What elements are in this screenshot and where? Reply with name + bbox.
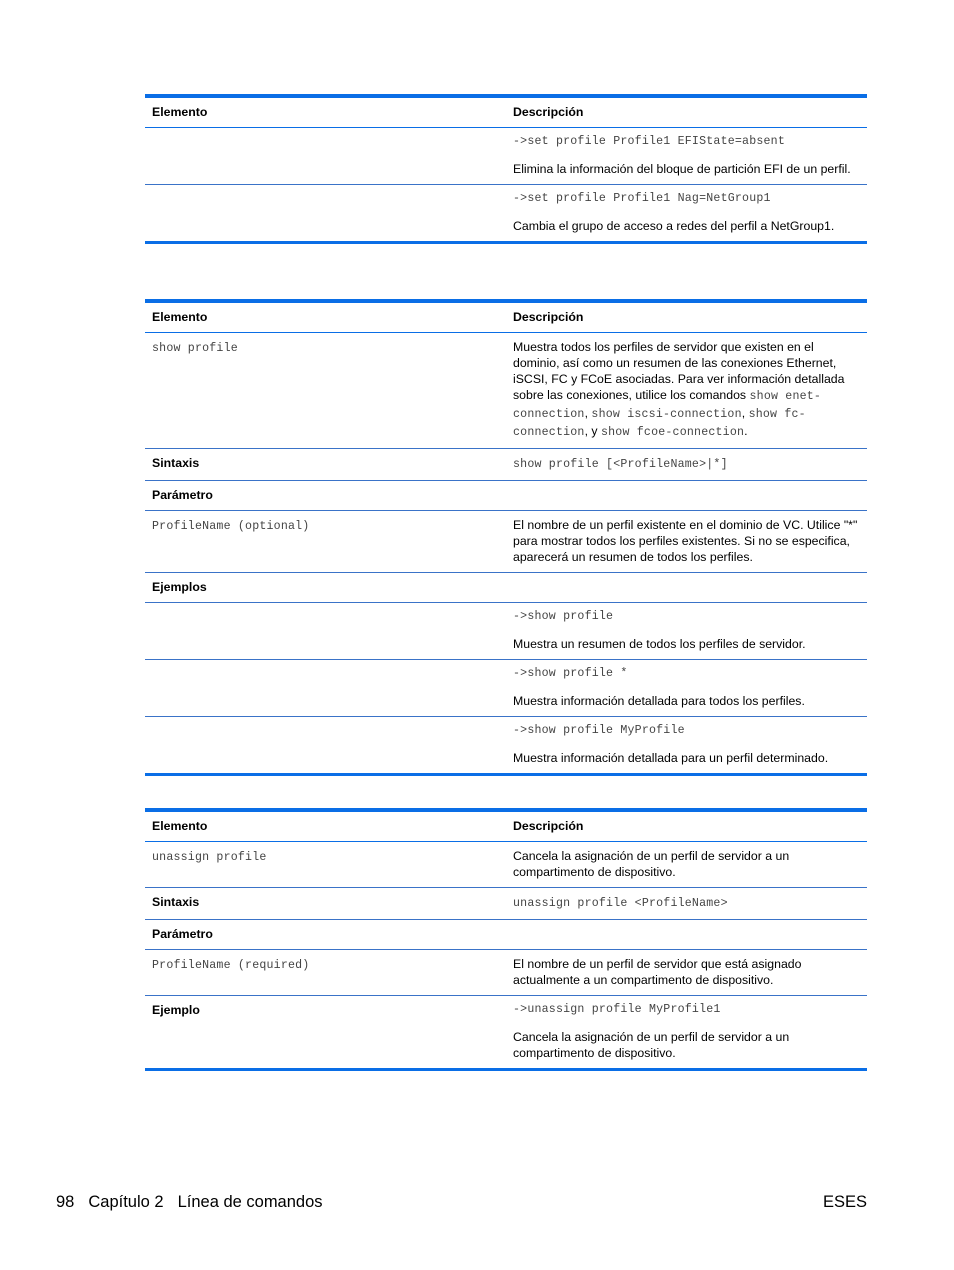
example-code: ->unassign profile MyProfile1 bbox=[513, 1003, 721, 1016]
separator: , bbox=[741, 406, 749, 420]
header-elemento: Elemento bbox=[145, 96, 506, 128]
command-cell bbox=[145, 333, 506, 449]
period: . bbox=[744, 424, 748, 438]
syntax-cell bbox=[506, 888, 867, 920]
parameter-name: ProfileName (optional) bbox=[152, 520, 310, 533]
example-code: ->set profile Profile1 Nag=NetGroup1 bbox=[513, 192, 771, 205]
header-elemento: Elemento bbox=[145, 810, 506, 842]
example-code: ->show profile * bbox=[513, 667, 628, 680]
command-name: unassign profile bbox=[152, 851, 267, 864]
example-text: Muestra información detallada para un perfil determinado. bbox=[513, 751, 829, 765]
element-cell bbox=[145, 660, 506, 717]
table-row bbox=[145, 511, 867, 573]
inline-code: show fcoe-connection bbox=[600, 426, 745, 439]
inline-code: show fc-connection bbox=[513, 408, 806, 439]
element-cell bbox=[145, 185, 506, 243]
table-header bbox=[145, 96, 867, 128]
header-descripcion: Descripción bbox=[506, 301, 867, 333]
inline-code: show enet-connection bbox=[513, 390, 822, 421]
parameter-description: El nombre de un perfil de servidor que está asignado actualmente a un compartimento de dispositivo. bbox=[506, 950, 867, 996]
description-cell bbox=[506, 603, 867, 660]
command-cell bbox=[145, 842, 506, 888]
syntax-label: Sintaxis bbox=[145, 888, 506, 920]
table-row bbox=[145, 573, 867, 603]
element-cell bbox=[145, 128, 506, 185]
page-number: 98 bbox=[56, 1193, 75, 1211]
parameter-label: Parámetro bbox=[145, 920, 506, 950]
chapter-label: Capítulo 2 bbox=[88, 1193, 164, 1211]
table-row bbox=[145, 842, 867, 888]
table-row bbox=[145, 128, 867, 185]
parameter-description: El nombre de un perfil existente en el dominio de VC. Utilice "*" para mostrar todos los perfiles existentes. Si no se especifica, aparecerá un resumen de todos los perfiles. bbox=[506, 511, 867, 573]
example-code: ->show profile MyProfile bbox=[513, 724, 685, 737]
header-elemento: Elemento bbox=[145, 301, 506, 333]
table-row bbox=[145, 888, 867, 920]
syntax-cell bbox=[506, 449, 867, 481]
description-cell bbox=[506, 660, 867, 717]
table-row bbox=[145, 996, 867, 1070]
table-show-profile bbox=[145, 299, 867, 776]
example-code: ->show profile bbox=[513, 610, 614, 623]
example-label: Ejemplo bbox=[145, 996, 506, 1070]
empty-cell bbox=[506, 573, 867, 603]
description-cell bbox=[506, 333, 867, 449]
empty-cell bbox=[506, 920, 867, 950]
description-cell bbox=[506, 128, 867, 185]
example-code: ->set profile Profile1 EFIState=absent bbox=[513, 135, 785, 148]
separator: , y bbox=[584, 424, 601, 438]
parameter-cell bbox=[145, 511, 506, 573]
table-row bbox=[145, 950, 867, 996]
inline-code: show iscsi-connection bbox=[591, 408, 742, 421]
table-row bbox=[145, 603, 867, 660]
description-cell bbox=[506, 185, 867, 243]
description-text: Muestra todos los perfiles de servidor que existen en el dominio, así como un resumen de las conexiones Ethernet, iSCSI, FC y FCoE asociadas. Para ver información detallada sobre las conexiones, utilice los comandos bbox=[513, 340, 845, 402]
header-descripcion: Descripción bbox=[506, 810, 867, 842]
element-cell bbox=[145, 717, 506, 775]
footer-left bbox=[56, 1192, 323, 1212]
syntax-code: show profile [<ProfileName>|*] bbox=[513, 458, 728, 471]
example-text: Muestra información detallada para todos los perfiles. bbox=[513, 694, 805, 708]
table-row bbox=[145, 920, 867, 950]
table-row bbox=[145, 717, 867, 775]
parameter-label: Parámetro bbox=[145, 481, 506, 511]
table-row bbox=[145, 185, 867, 243]
table-row bbox=[145, 333, 867, 449]
example-text: Cancela la asignación de un perfil de servidor a un compartimento de dispositivo. bbox=[513, 1030, 790, 1060]
table-row bbox=[145, 449, 867, 481]
header-descripcion: Descripción bbox=[506, 96, 867, 128]
table-row bbox=[145, 660, 867, 717]
syntax-label: Sintaxis bbox=[145, 449, 506, 481]
description-cell bbox=[506, 996, 867, 1070]
table-header bbox=[145, 301, 867, 333]
parameter-cell bbox=[145, 950, 506, 996]
examples-label: Ejemplos bbox=[145, 573, 506, 603]
table-set-profile-continued bbox=[145, 94, 867, 244]
table-unassign-profile bbox=[145, 808, 867, 1071]
empty-cell bbox=[506, 481, 867, 511]
example-text: Cambia el grupo de acceso a redes del perfil a NetGroup1. bbox=[513, 219, 835, 233]
separator: , bbox=[584, 406, 592, 420]
example-text: Elimina la información del bloque de partición EFI de un perfil. bbox=[513, 162, 851, 176]
element-cell bbox=[145, 603, 506, 660]
table-header bbox=[145, 810, 867, 842]
description-text: Cancela la asignación de un perfil de servidor a un compartimento de dispositivo. bbox=[506, 842, 867, 888]
parameter-name: ProfileName (required) bbox=[152, 959, 310, 972]
syntax-code: unassign profile <ProfileName> bbox=[513, 897, 728, 910]
description-cell bbox=[506, 717, 867, 775]
footer-locale: ESES bbox=[822, 1193, 867, 1211]
command-name: show profile bbox=[152, 342, 238, 355]
example-text: Muestra un resumen de todos los perfiles de servidor. bbox=[513, 637, 806, 651]
chapter-title: Línea de comandos bbox=[177, 1193, 323, 1211]
table-row bbox=[145, 481, 867, 511]
